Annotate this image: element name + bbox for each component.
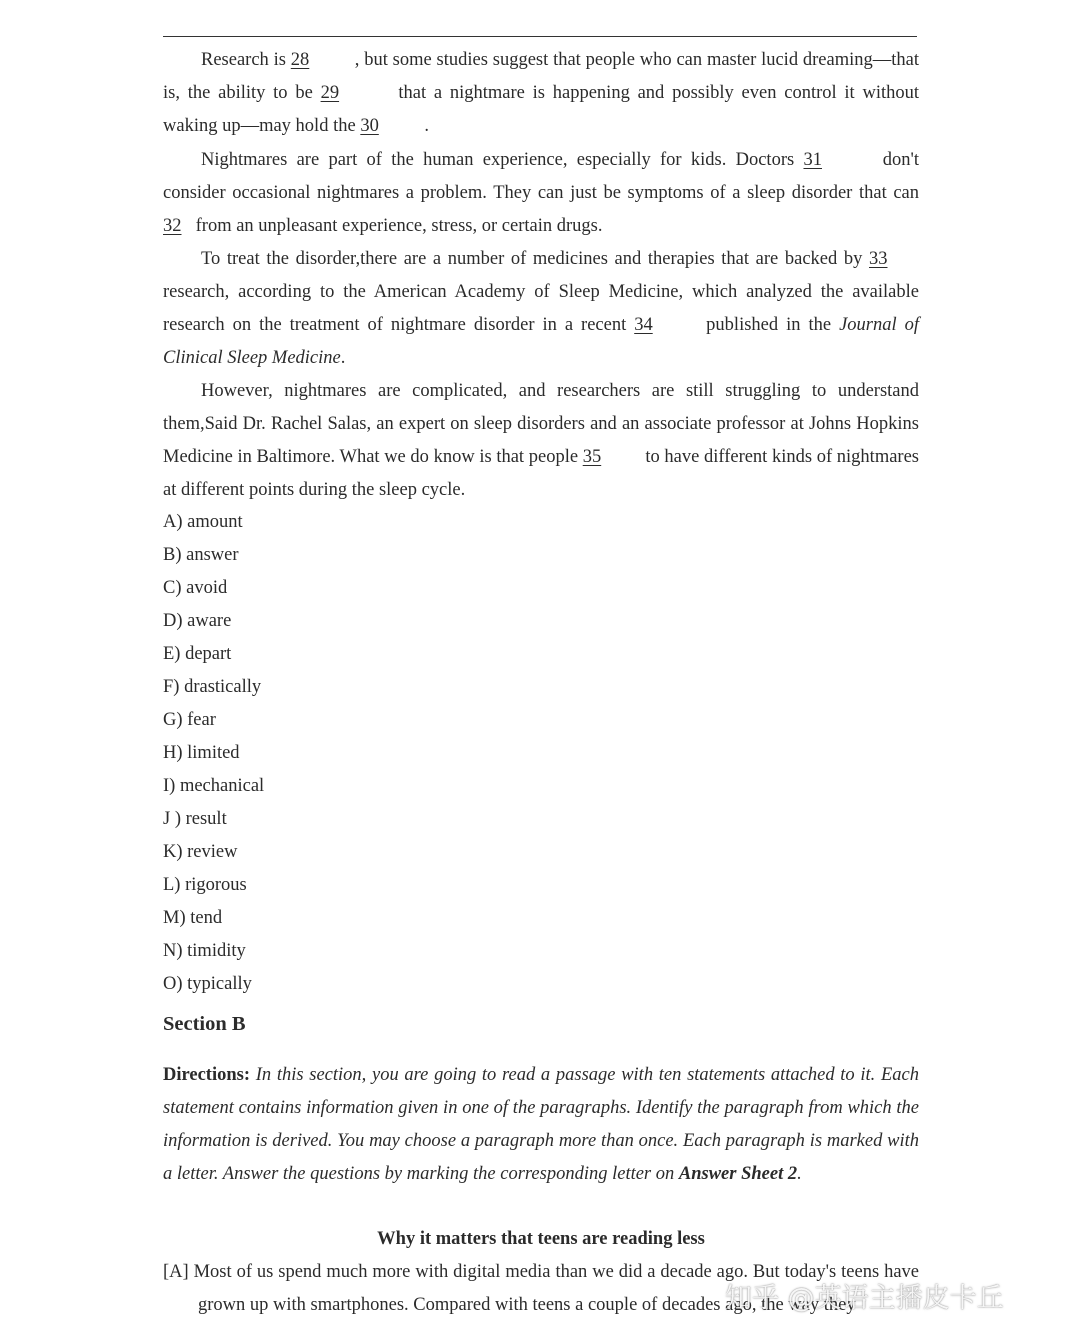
header-rule [163, 36, 917, 37]
option-item: A) amount [163, 512, 243, 532]
blank-28: 28 [290, 50, 310, 70]
passage-paragraph-2 [163, 144, 919, 243]
passage-paragraph-4 [163, 375, 919, 507]
word-bank [163, 506, 563, 1001]
option-item: F) drastically [163, 677, 262, 697]
passage-paragraph-3 [163, 243, 919, 375]
paragraph-a: [A] Most of us spend much more with digital media than we did a decade ago. But today's teens have grown up with smartphones. Compared with teens a couple of decades ago, the way they [163, 1262, 919, 1315]
option-item: B) answer [163, 545, 239, 565]
option-item: E) depart [163, 644, 232, 664]
blank-30: 30 [360, 116, 379, 136]
passage-text: . [424, 116, 429, 136]
directions-end: . [797, 1164, 802, 1184]
option-item: I) mechanical [163, 776, 265, 796]
option-item: K) review [163, 842, 238, 862]
blank-32: 32 [163, 216, 182, 236]
passage-text: from an unpleasant experience, stress, or certain drugs. [191, 216, 603, 236]
blank-34: 34 [634, 315, 653, 335]
passage-text: to have different kinds of nightmares at different points during the sleep cycle. [163, 447, 919, 500]
passage-text: Nightmares are part of the human experience, especially for kids. Doctors [201, 150, 804, 170]
blank-31: 31 [803, 150, 822, 170]
passage-text: research, according to the American Academy of Sleep Medicine, which analyzed the available research on the treatment of nightmare disorder in a recent [163, 282, 919, 335]
blank-35: 35 [582, 447, 602, 467]
blank-33: 33 [869, 249, 888, 269]
directions-block [163, 1059, 919, 1191]
passage-text: that a nightmare is happening and possibly even control it without waking up—may hold the [163, 83, 919, 136]
passage-text: . [340, 348, 346, 368]
passage-text: However, nightmares are complicated, and researchers are still struggling to understand them,Said Dr. Rachel Salas, an expert on sleep disorders and an associate professor at Johns Hopkins Medicine in Baltimore. What we do know is that people [163, 381, 919, 467]
option-item: O) typically [163, 974, 252, 994]
directions-label: Directions: [163, 1065, 250, 1085]
journal-title: Journal of Clinical Sleep Medicine [163, 315, 919, 368]
passage-text: don't consider occasional nightmares a problem. They can just be symptoms of a sleep disorder that can [163, 150, 919, 203]
option-item: G) fear [163, 710, 216, 730]
option-item: M) tend [163, 908, 223, 928]
blank-29: 29 [320, 83, 340, 103]
option-item: D) aware [163, 611, 232, 631]
passage-text: Research is [201, 50, 291, 70]
answer-sheet-ref: Answer Sheet 2 [678, 1164, 798, 1184]
option-item: N) timidity [163, 941, 246, 961]
passage-text: published in the [698, 315, 840, 335]
option-item: L) rigorous [163, 875, 247, 895]
section-heading: Section B [163, 1013, 246, 1035]
passage-title: Why it matters that teens are reading less [377, 1229, 705, 1249]
document-page [163, 0, 919, 1338]
option-item: J ) result [163, 809, 227, 829]
passage-text: To treat the disorder,there are a number of medicines and therapies that are backed by [201, 249, 869, 269]
option-item: H) limited [163, 743, 240, 763]
directions-text: In this section, you are going to read a passage with ten statements attached to it. Each statement contains information given in one of the paragraphs. Identify the paragraph from which the information is derived. You may choose a paragraph more than once. Each paragraph is marked with a letter. Answer the questions by marking the corresponding letter on [163, 1065, 919, 1184]
watermark: 知乎 @英语主播皮卡丘 [725, 1283, 1004, 1314]
option-item: C) avoid [163, 578, 228, 598]
passage-text: , but some studies suggest that people who can master lucid dreaming—that is, the ability to be [163, 50, 919, 103]
passage-paragraph-1 [163, 44, 919, 143]
